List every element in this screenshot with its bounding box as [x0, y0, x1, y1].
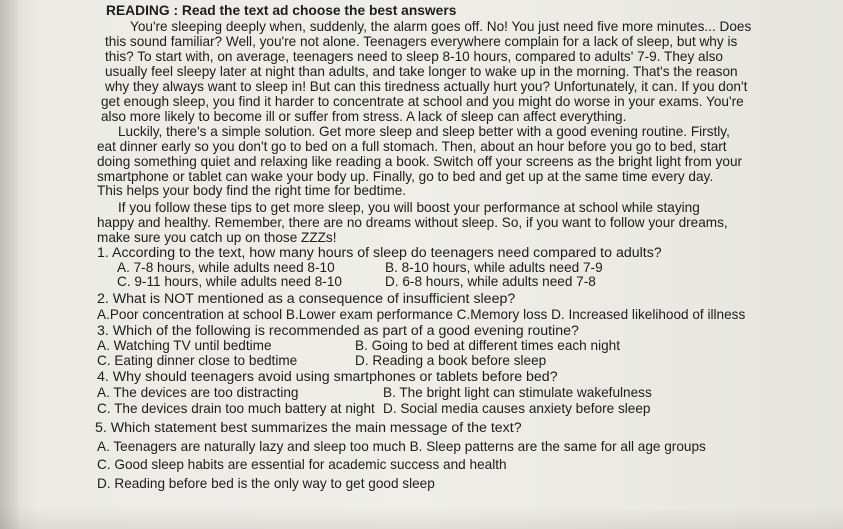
question-1: 1. According to the text, how many hours of sleep do teenagers need compared to adults?	[97, 245, 662, 261]
q1-option-b[interactable]: B. 8-10 hours, while adults need 7-9	[385, 260, 603, 275]
passage-line: doing something quiet and relaxing like reading a book. Switch off your screens as the bright light from your	[97, 154, 743, 169]
q3-option-b[interactable]: B. Going to bed at different times each night	[355, 338, 620, 353]
q3-option-d[interactable]: D. Reading a book before sleep	[355, 353, 547, 368]
passage-line: happy and healthy. Remember, there are no dreams without sleep. So, if you want to follow your dreams,	[97, 215, 728, 230]
passage-line: get enough sleep, you find it harder to concentrate at school and you might do worse in your exams. You're	[101, 94, 744, 109]
question-4: 4. Why should teenagers avoid using smartphones or tablets before bed?	[97, 369, 558, 385]
passage-line: smartphone or tablet can wake your body up. Finally, go to bed and get up at the same time every day.	[97, 169, 714, 184]
q4-option-d[interactable]: D. Social media causes anxiety before sleep	[383, 401, 651, 416]
passage-line: also more likely to become ill or suffer from stress. A lack of sleep can affect everything.	[101, 109, 627, 124]
page-binding-edge	[0, 0, 18, 529]
q5-option-d[interactable]: D. Reading before bed is the only way to get good sleep	[97, 476, 435, 491]
question-3: 3. Which of the following is recommended as part of a good evening routine?	[97, 323, 579, 339]
passage-line: Luckily, there's a simple solution. Get more sleep and sleep better with a good evening routine. Firstly,	[118, 124, 730, 139]
passage-line: make sure you catch up on those ZZZs!	[97, 230, 337, 245]
q4-option-a[interactable]: A. The devices are too distracting	[97, 385, 299, 400]
q3-option-c[interactable]: C. Eating dinner close to bedtime	[97, 353, 298, 368]
q4-option-c[interactable]: C. The devices drain too much battery at night	[97, 401, 375, 416]
q5-option-a-b[interactable]: A. Teenagers are naturally lazy and sleep too much B. Sleep patterns are the same for all age groups	[97, 439, 706, 454]
passage-line: this sound familiar? Well, you're not alone. Teenagers everywhere complain for a lack of sleep, but why is	[105, 34, 738, 49]
passage-line: You're sleeping deeply when, suddenly, the alarm goes off. No! You just need five more minutes... Does	[130, 19, 752, 34]
page-bottom-shadow	[0, 507, 843, 529]
q3-option-a[interactable]: A. Watching TV until bedtime	[97, 338, 272, 353]
q4-option-b[interactable]: B. The bright light can stimulate wakefulness	[383, 385, 652, 400]
passage-line: this? To start with, on average, teenagers need to sleep 8-10 hours, compared to adults' 7-9. They also	[105, 49, 723, 64]
passage-line: eat dinner early so you don't go to bed on a full stomach. Then, about an hour before you go to bed, start	[97, 139, 727, 154]
page-title: READING : Read the text ad choose the best answers	[106, 3, 457, 18]
passage-line: usually feel sleepy later at night than adults, and take longer to wake up in the morning. That's the reason	[105, 64, 738, 79]
q1-option-a[interactable]: A. 7-8 hours, while adults need 8-10	[117, 260, 335, 275]
q2-options[interactable]: A.Poor concentration at school B.Lower exam performance C.Memory loss D. Increased likelihood of illness	[97, 307, 746, 322]
q1-option-d[interactable]: D. 6-8 hours, while adults need 7-8	[385, 274, 596, 289]
q1-option-c[interactable]: C. 9-11 hours, while adults need 8-10	[117, 274, 342, 289]
q5-option-c[interactable]: C. Good sleep habits are essential for academic success and health	[97, 457, 507, 472]
question-5: 5. Which statement best summarizes the main message of the text?	[95, 420, 522, 436]
passage-line: why they always want to sleep in! But can this tiredness actually hurt you? Unfortunately, it can. If you don't	[105, 79, 748, 94]
question-2: 2. What is NOT mentioned as a consequence of insufficient sleep?	[97, 291, 516, 307]
passage-line: This helps your body find the right time for bedtime.	[97, 183, 407, 198]
passage-line: If you follow these tips to get more sleep, you will boost your performance at school while staying	[118, 200, 700, 215]
